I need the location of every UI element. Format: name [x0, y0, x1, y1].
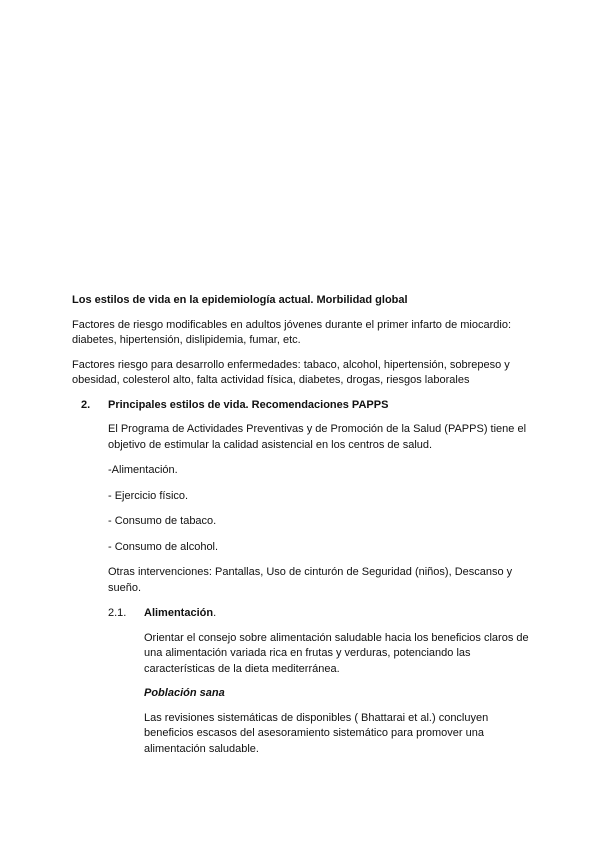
subheading-poblacion-sana: Población sana: [144, 687, 225, 699]
section-2-body: [108, 422, 532, 757]
list-item: - Consumo de tabaco.: [108, 515, 217, 527]
section-2: [72, 398, 532, 758]
paragraph-other-interventions: Otras intervenciones: Pantallas, Uso de cinturón de Seguridad (niños), Descanso y sueño.: [108, 566, 513, 594]
paragraph-risk-factors-young: Factores de riesgo modificables en adultos jóvenes durante el primer infarto de miocardio: diabetes, hipertensión, dislipidemia, fumar, etc.: [72, 318, 512, 346]
list-item: - Consumo de alcohol.: [108, 540, 219, 553]
subsection-2-1-number: 2.1.: [108, 607, 127, 619]
section-heading: Los estilos de vida en la epidemiología actual. Morbilidad global: [72, 294, 408, 306]
list-item: -Alimentación.: [108, 464, 178, 476]
paragraph-risk-factors-diseases: Factores riesgo para desarrollo enfermedades: tabaco, alcohol, hipertensión, sobrepeso y obesidad, colesterol alto, falta actividad física, diabetes, drogas, riesgos laborales: [72, 358, 510, 386]
subsection-2-1-title-row: [108, 606, 532, 622]
list-item: - Ejercicio físico.: [108, 489, 189, 502]
document-body: [72, 293, 532, 766]
section-2-number: 2.: [81, 398, 91, 411]
section-2-title-row: [81, 398, 532, 414]
subsection-2-1: [108, 606, 532, 757]
subsection-2-1-title-period: .: [213, 607, 217, 619]
subsection-2-1-title: Alimentación: [144, 607, 214, 619]
paragraph-alimentacion: Orientar el consejo sobre alimentación saludable hacia los beneficios claros de una alimentación variada rica en frutas y verduras, potenciando las características de la dieta mediterránea.: [144, 631, 529, 675]
paragraph-revisiones: Las revisiones sistemáticas de disponibles ( Bhattarai et al.) concluyen beneficios escasos del asesoramiento sistemático para promover una alimentación saludable.: [144, 711, 489, 755]
section-2-title: Principales estilos de vida. Recomendaciones PAPPS: [108, 398, 389, 411]
paragraph-papps: El Programa de Actividades Preventivas y de Promoción de la Salud (PAPPS) tiene el objetivo de estimular la calidad asistencial en los centros de salud.: [108, 423, 527, 451]
